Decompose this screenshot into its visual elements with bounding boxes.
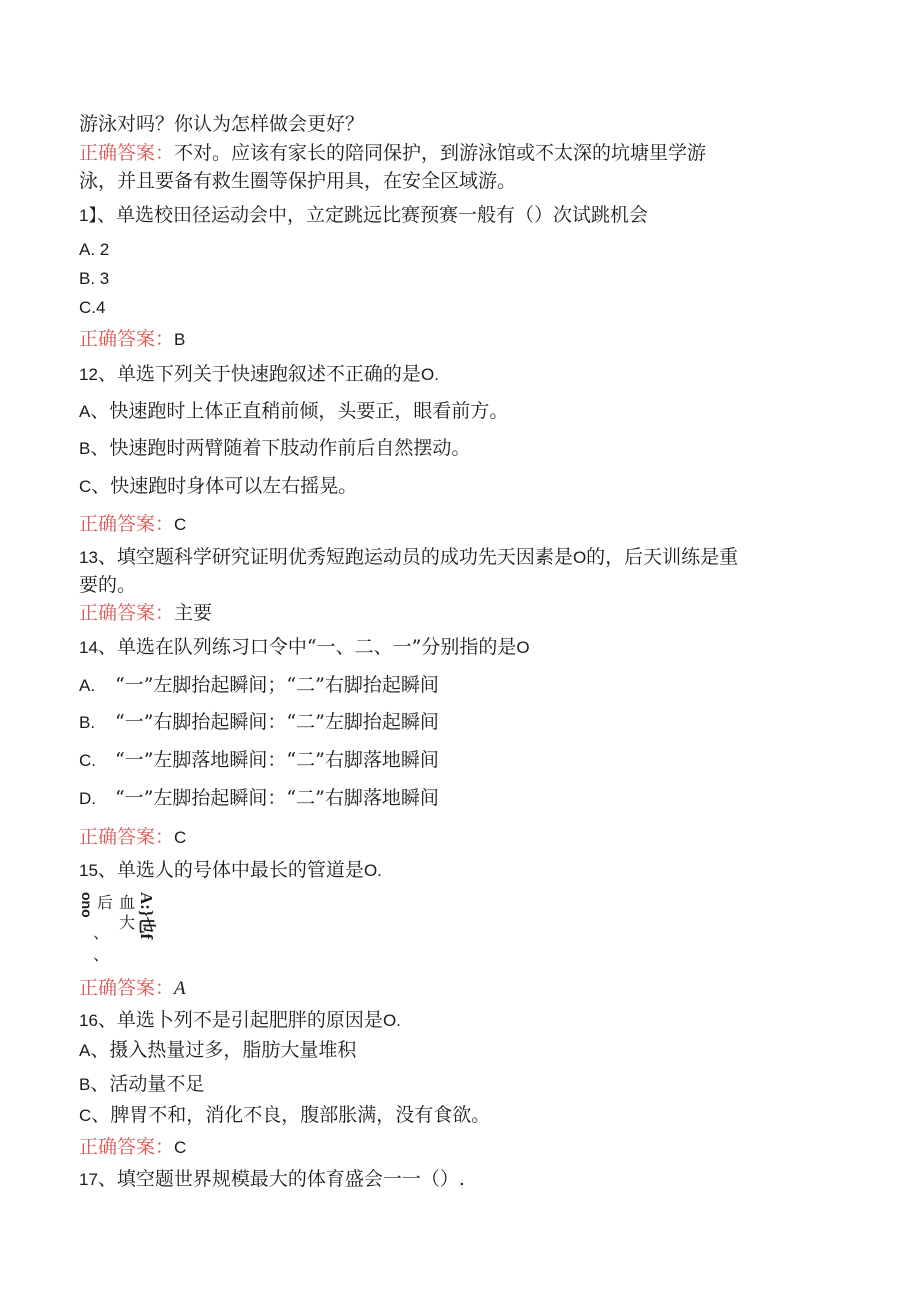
- question-13: [79, 545, 738, 570]
- answer-line: [79, 825, 186, 850]
- answer-line: [79, 976, 186, 1001]
- option-text: 、活动量不足: [90, 1073, 205, 1095]
- option-c: C.4: [79, 298, 106, 317]
- answer-label: 正确答案：: [79, 513, 175, 535]
- garbled-glyph: 、: [93, 923, 110, 942]
- answer-line: [79, 512, 186, 537]
- question-number: 16: [79, 1011, 98, 1030]
- question-text: 、单选下列关于快速跑叙述不正确的是: [97, 363, 421, 385]
- garbled-glyph: A:}也f: [137, 892, 156, 940]
- question-text: 游泳对吗？你认为怎样做会更好？: [79, 113, 365, 135]
- answer-label: 正确答案：: [79, 602, 175, 624]
- question-12: [79, 362, 439, 387]
- option-letter: A: [79, 402, 91, 421]
- question-suffix: O.: [420, 365, 439, 384]
- question-15: [79, 858, 382, 883]
- answer-label: 正确答案：: [79, 142, 175, 164]
- option-a: A. 2: [79, 240, 110, 259]
- option-b: [79, 436, 470, 461]
- answer-line: [79, 327, 185, 352]
- question-text: 、单选人的号体中最长的管道是: [97, 859, 364, 881]
- option-letter: D.: [79, 789, 96, 808]
- question-text: 、单选校田径运动会中，立定跳远比赛预赛一般有（）次试跳机会: [96, 204, 648, 226]
- option-letter: A.: [79, 676, 96, 695]
- option-b: B. 3: [79, 269, 110, 288]
- option-b: [79, 710, 439, 735]
- option-a: [79, 399, 508, 424]
- question-text: 、填空题世界规模最大的体育盛会一一（）.: [97, 1168, 465, 1190]
- option-a: [79, 673, 439, 698]
- question-17: [79, 1167, 465, 1192]
- answer-value: C: [174, 828, 187, 847]
- question-suffix: O.: [382, 1011, 401, 1030]
- question-text: 、单选卜列不是引起肥胖的原因是: [97, 1009, 383, 1031]
- question-14: [79, 635, 530, 660]
- answer-text: 不对。应该有家长的陪同保护，到游泳馆或不太深的坑塘里学游: [174, 142, 707, 164]
- answer-line: [79, 601, 212, 625]
- answer-value: A: [174, 978, 186, 999]
- option-c: [79, 1103, 490, 1128]
- option-text: “一”右脚抬起瞬间：“二”左脚抬起瞬间: [115, 711, 439, 733]
- option-text: “一”左脚落地瞬间：“二”右脚落地瞬间: [115, 749, 439, 771]
- option-text: 、快速跑时两臂随着下肢动作前后自然摆动。: [90, 437, 471, 459]
- option-text: 、快速跑时身体可以左右摇晃。: [91, 475, 358, 497]
- question-number: 12: [79, 365, 98, 384]
- option-c: [79, 474, 357, 499]
- question-suffix: O: [516, 638, 530, 657]
- option-letter: A: [79, 1041, 91, 1060]
- option-letter: C: [79, 1106, 92, 1125]
- answer-label: 正确答案：: [79, 826, 175, 848]
- option-a: [79, 1038, 356, 1063]
- garbled-glyph: ono: [79, 892, 95, 918]
- option-b: [79, 1072, 204, 1097]
- option-letter: B: [79, 439, 91, 458]
- garbled-glyph: 后: [97, 893, 114, 912]
- option-text: “一”左脚抬起瞬间；“二”右脚抬起瞬间: [115, 674, 439, 696]
- question-number: 13: [79, 548, 98, 567]
- option-letter: B: [79, 1075, 91, 1094]
- answer-text: 泳，并且要备有救生圈等保护用具，在安全区域游。: [79, 170, 517, 192]
- option-c: [79, 748, 439, 773]
- option-letter: B.: [79, 713, 96, 732]
- question-suffix: O.: [363, 861, 382, 880]
- question-text: 、单选在队列练习口令中“一、二、一”分别指的是: [97, 636, 517, 658]
- option-text: 、摄入热量过多，脂肪大量堆积: [90, 1039, 357, 1061]
- answer-label: 正确答案：: [79, 328, 175, 350]
- question-continuation: [79, 112, 364, 136]
- option-d: [79, 786, 439, 811]
- option-text: “一”左脚抬起瞬间：“二”右脚落地瞬间: [115, 787, 439, 809]
- question-number: 15: [79, 861, 98, 880]
- option-text: 、快速跑时上体正直稍前倾，头要正，眼看前方。: [90, 400, 509, 422]
- question-text: 的，后天训练是重: [586, 546, 739, 568]
- answer-line: [79, 141, 706, 165]
- question-blank: O: [572, 548, 587, 567]
- garbled-options: [79, 886, 199, 966]
- question-11: [79, 203, 648, 228]
- answer-line: [79, 1135, 186, 1160]
- question-text: 要的。: [79, 574, 137, 596]
- answer-value: B: [174, 330, 186, 349]
- question-13-continuation: [79, 573, 136, 597]
- option-letter: C.: [79, 751, 96, 770]
- question-number: 14: [79, 638, 98, 657]
- answer-line: [79, 169, 516, 193]
- garbled-glyph: 、: [93, 945, 110, 964]
- garbled-glyph: 血: [119, 893, 136, 912]
- option-letter: C: [79, 477, 92, 496]
- question-number: 1】: [79, 206, 97, 225]
- question-16: [79, 1008, 401, 1033]
- answer-value: C: [174, 1138, 187, 1157]
- garbled-glyph: 大: [119, 913, 136, 932]
- option-text: 、脾胃不和，消化不良，腹部胀满，没有食欲。: [91, 1104, 491, 1126]
- answer-label: 正确答案：: [79, 977, 175, 999]
- answer-value: C: [174, 515, 187, 534]
- answer-label: 正确答案：: [79, 1136, 175, 1158]
- question-text: 、填空题科学研究证明优秀短跑运动员的成功先天因素是: [97, 546, 573, 568]
- answer-value: 主要: [174, 602, 213, 624]
- question-number: 17: [79, 1170, 98, 1189]
